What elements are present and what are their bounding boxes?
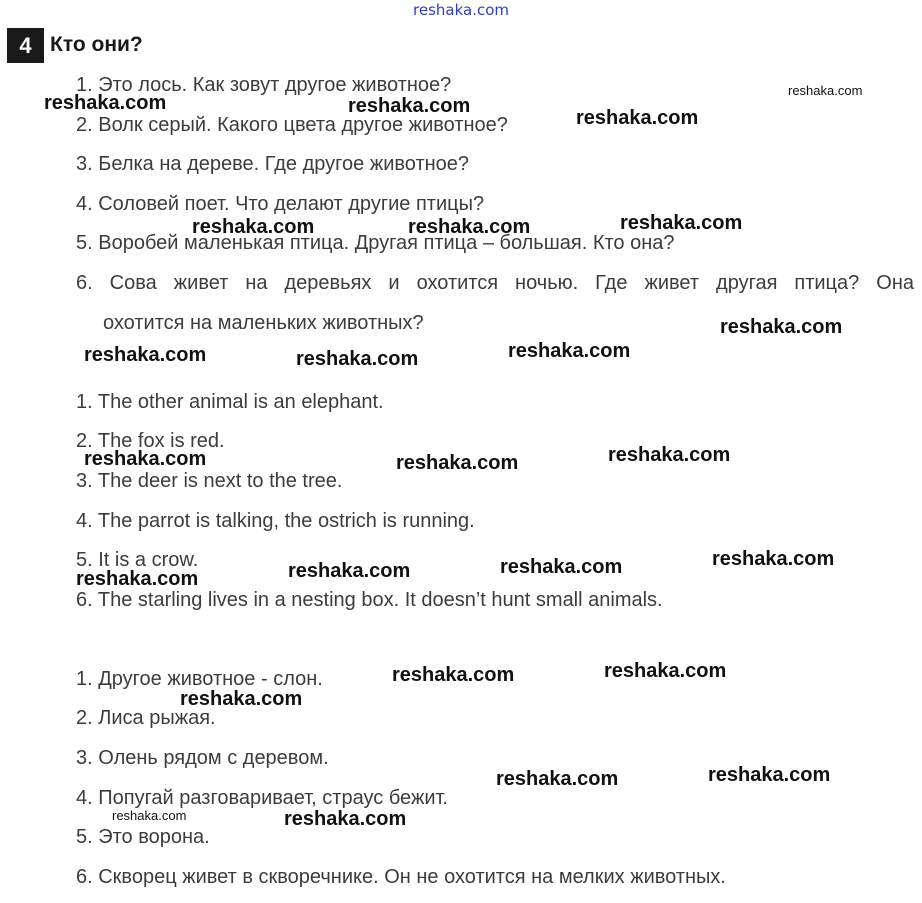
answer-en-line: 5. It is a crow.: [76, 549, 199, 571]
watermark: reshaka.com: [496, 768, 619, 790]
site-watermark-top: reshaka.com: [413, 1, 509, 19]
question-line: 6. Сова живет на деревьях и охотится ночью. Где живет другая птица? Она: [76, 272, 914, 294]
answer-en-line: 1. The other animal is an elephant.: [76, 391, 384, 413]
watermark: reshaka.com: [576, 107, 699, 129]
watermark: reshaka.com: [284, 808, 407, 830]
watermark: reshaka.com: [44, 92, 167, 114]
answer-ru-line: 6. Скворец живет в скворечнике. Он не охотится на мелких животных.: [76, 866, 726, 888]
answer-ru-line: 4. Попугай разговаривает, страус бежит.: [76, 787, 448, 809]
watermark: reshaka.com: [348, 95, 471, 117]
question-line: 2. Волк серый. Какого цвета другое животное?: [76, 114, 508, 136]
answer-en-line: 6. The starling lives in a nesting box. It doesn’t hunt small animals.: [76, 589, 663, 611]
answer-en-line: 4. The parrot is talking, the ostrich is running.: [76, 510, 475, 532]
answer-en-line: 3. The deer is next to the tree.: [76, 470, 343, 492]
question-line: 4. Соловей поет. Что делают другие птицы?: [76, 193, 485, 215]
watermark: reshaka.com: [112, 808, 187, 823]
watermark: reshaka.com: [708, 764, 831, 786]
watermark: reshaka.com: [392, 664, 515, 686]
watermark: reshaka.com: [296, 348, 419, 370]
watermark: reshaka.com: [76, 568, 199, 590]
watermark: reshaka.com: [288, 560, 411, 582]
task-number-badge: 4: [7, 28, 44, 63]
watermark: reshaka.com: [720, 316, 843, 338]
answer-ru-line: 3. Олень рядом с деревом.: [76, 747, 329, 769]
watermark: reshaka.com: [788, 83, 863, 98]
watermark: reshaka.com: [500, 556, 623, 578]
watermark: reshaka.com: [712, 548, 835, 570]
watermark: reshaka.com: [620, 212, 743, 234]
watermark: reshaka.com: [396, 452, 519, 474]
watermark: reshaka.com: [180, 688, 303, 710]
question-line-continued: охотится на маленьких животных?: [103, 312, 424, 334]
watermark: reshaka.com: [508, 340, 631, 362]
task-title: Кто они?: [50, 33, 143, 56]
question-line: 1. Это лось. Как зовут другое животное?: [76, 74, 452, 96]
watermark: reshaka.com: [604, 660, 727, 682]
watermark: reshaka.com: [84, 344, 207, 366]
question-line: 5. Воробей маленькая птица. Другая птица – большая. Кто она?: [76, 232, 675, 254]
answer-ru-line: 1. Другое животное - слон.: [76, 668, 323, 690]
watermark: reshaka.com: [408, 216, 531, 238]
watermark: reshaka.com: [192, 216, 315, 238]
watermark: reshaka.com: [608, 444, 731, 466]
question-line: 3. Белка на дереве. Где другое животное?: [76, 153, 470, 175]
watermark: reshaka.com: [84, 448, 207, 470]
answer-ru-line: 5. Это ворона.: [76, 826, 210, 848]
answer-ru-line: 2. Лиса рыжая.: [76, 707, 216, 729]
answer-en-line: 2. The fox is red.: [76, 430, 225, 452]
